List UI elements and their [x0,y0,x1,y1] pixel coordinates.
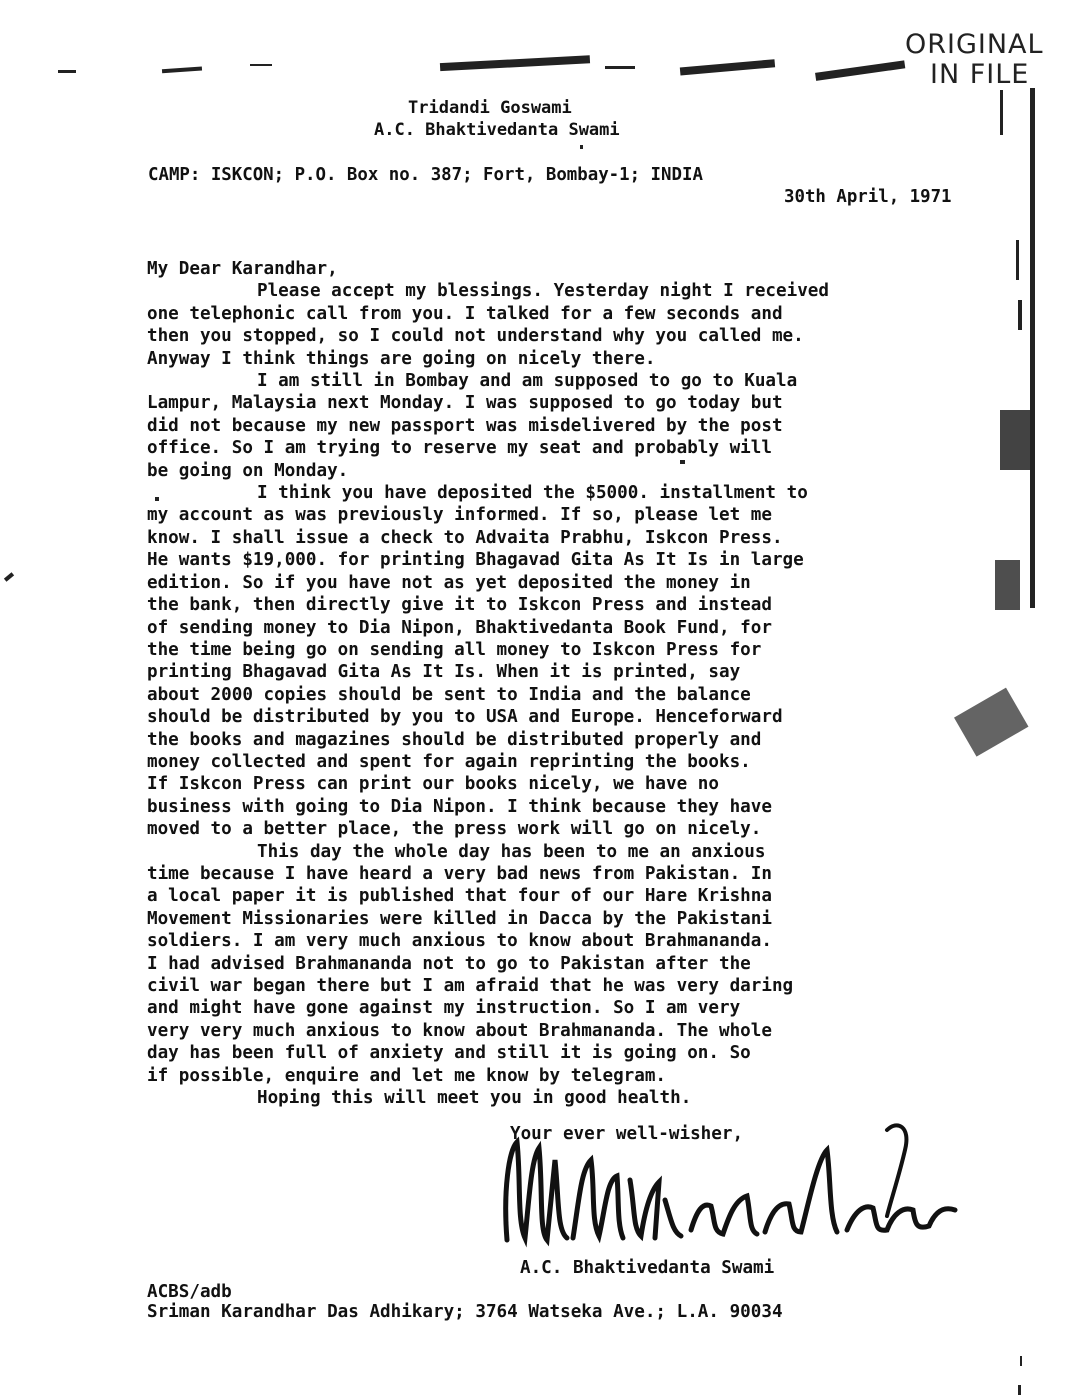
body-line: day has been full of anxiety and still it is going on. So [147,1043,751,1064]
stamp-line-2: IN FILE [930,59,1030,90]
letterhead-name: A.C. Bhaktivedanta Swami [374,120,620,140]
body-line: Movement Missionaries were killed in Dacca by the Pakistani [147,908,772,929]
body-line: the time being go on sending all money to Iskcon Press for [147,639,762,660]
body-line: soldiers. I am very much anxious to know about Brahmananda. [147,931,772,952]
valediction: Your ever well-wisher, [510,1124,744,1144]
body-line: and might have gone against my instruction. So I am very [147,998,741,1019]
letter-body [147,258,1007,1109]
recipient-address: Sriman Karandhar Das Adhikary; 3764 Watseka Ave.; L.A. 90034 [147,1302,783,1322]
salutation: My Dear Karandhar, [147,259,338,279]
original-in-file-stamp [905,30,1065,90]
letterhead-title: Tridandi Goswami [408,98,572,118]
body-line: the bank, then directly give it to Iskcon Press and instead [147,595,772,616]
letterhead-address: CAMP: ISKCON; P.O. Box no. 387; Fort, Bombay-1; INDIA [148,165,703,185]
body-line: business with going to Dia Nipon. I think because they have [147,796,772,817]
body-line: of sending money to Dia Nipon, Bhaktivedanta Book Fund, for [147,617,772,638]
body-line: He wants $19,000. for printing Bhagavad Gita As It Is in large [147,550,804,571]
body-line: the books and magazines should be distributed properly and [147,729,762,750]
reference-initials: ACBS/adb [147,1282,232,1302]
handwritten-signature [495,1120,965,1260]
body-line: my account as was previously informed. If so, please let me [147,505,772,526]
stamp-line-1: ORIGINAL [905,29,1044,60]
body-line: I think you have deposited the $5000. installment to [257,483,808,504]
body-line: money collected and spent for again reprinting the books. [147,751,751,772]
body-line: Please accept my blessings. Yesterday night I received [257,281,829,302]
body-line: printing Bhagavad Gita As It Is. When it is printed, say [147,662,741,683]
body-line: one telephonic call from you. I talked for a few seconds and [147,303,783,324]
body-line: edition. So if you have not as yet deposited the money in [147,572,751,593]
body-line: be going on Monday. [147,460,349,481]
body-line: very very much anxious to know about Brahmananda. The whole [147,1020,772,1041]
signatory-name: A.C. Bhaktivedanta Swami [520,1258,775,1278]
body-line: moved to a better place, the press work will go on nicely. [147,819,762,840]
body-line: time because I have heard a very bad news from Pakistan. In [147,863,772,884]
body-line: a local paper it is published that four of our Hare Krishna [147,886,772,907]
body-line: Anyway I think things are going on nicely there. [147,348,656,369]
body-line: This day the whole day has been to me an anxious [257,841,766,862]
body-line: I had advised Brahmananda not to go to Pakistan after the [147,953,751,974]
letter-date: 30th April, 1971 [784,187,952,207]
body-line: office. So I am trying to reserve my seat and probably will [147,438,772,459]
body-line: did not because my new passport was misdelivered by the post [147,415,783,436]
body-line: civil war began there but I am afraid that he was very daring [147,976,794,996]
body-line: Hoping this will meet you in good health. [257,1088,692,1109]
body-line: I am still in Bombay and am supposed to go to Kuala [257,371,798,392]
body-line: if possible, enquire and let me know by telegram. [147,1065,667,1086]
body-line: should be distributed by you to USA and Europe. Henceforward [147,707,783,728]
body-line: about 2000 copies should be sent to India and the balance [147,684,751,705]
body-line: Lampur, Malaysia next Monday. I was supposed to go today but [147,393,783,414]
body-line: know. I shall issue a check to Advaita Prabhu, Iskcon Press. [147,527,783,548]
body-line: then you stopped, so I could not understand why you called me. [147,326,804,347]
body-line: If Iskcon Press can print our books nicely, we have no [147,774,719,795]
